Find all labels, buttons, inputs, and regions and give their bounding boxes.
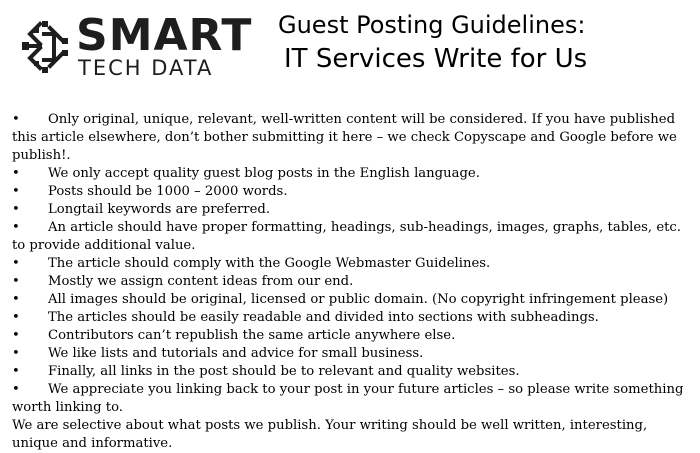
- guideline-text: The article should comply with the Google Webmaster Guidelines.: [48, 256, 491, 271]
- bullet-icon: •: [12, 364, 20, 379]
- guideline-text: We only accept quality guest blog posts in the English language.: [48, 166, 480, 181]
- guideline-item: [12, 381, 692, 417]
- logo-wordmark-smart: SMART: [76, 10, 253, 61]
- guidelines-content: [12, 111, 692, 453]
- guideline-text: Mostly we assign content ideas from our end.: [48, 274, 354, 289]
- guideline-text: Only original, unique, relevant, well-written content will be considered. If you have published this article elsewhere, don’t bother submitting it here – we check Copyscape and Google before we publish!.: [12, 112, 677, 163]
- bullet-icon: •: [12, 202, 20, 217]
- guideline-text: We appreciate you linking back to your post in your future articles – so please write something worth linking to.: [12, 382, 684, 415]
- bullet-icon: •: [12, 220, 20, 235]
- guideline-text: Contributors can’t republish the same article anywhere else.: [48, 328, 456, 343]
- guideline-item: [12, 345, 692, 363]
- circuit-logo-icon: [20, 20, 72, 74]
- guideline-item: [12, 201, 692, 219]
- bullet-icon: •: [12, 256, 20, 271]
- bullet-icon: •: [12, 328, 20, 343]
- page-title: Guest Posting Guidelines:: [278, 11, 586, 39]
- smart-tech-data-logo: [20, 10, 253, 80]
- guideline-item: [12, 309, 692, 327]
- guideline-text: Posts should be 1000 – 2000 words.: [48, 184, 288, 199]
- header: [0, 0, 700, 90]
- guideline-item: [12, 291, 692, 309]
- guidelines-list: [12, 111, 692, 417]
- guideline-item: [12, 273, 692, 291]
- guideline-item: [12, 165, 692, 183]
- guideline-item: [12, 183, 692, 201]
- logo-wordmark-tech-data: TECH DATA: [78, 56, 214, 80]
- bullet-icon: •: [12, 382, 20, 397]
- bullet-icon: •: [12, 292, 20, 307]
- guideline-text: Finally, all links in the post should be to relevant and quality websites.: [48, 364, 520, 379]
- closing-paragraph: We are selective about what posts we publish. Your writing should be well written, interesting, unique and informative.: [12, 418, 648, 451]
- guideline-item: [12, 363, 692, 381]
- guideline-item: [12, 255, 692, 273]
- bullet-icon: •: [12, 274, 20, 289]
- guideline-item: [12, 111, 692, 165]
- guideline-text: Longtail keywords are preferred.: [48, 202, 271, 217]
- bullet-icon: •: [12, 166, 20, 181]
- bullet-icon: •: [12, 112, 20, 127]
- bullet-icon: •: [12, 310, 20, 325]
- bullet-icon: •: [12, 184, 20, 199]
- guideline-text: We like lists and tutorials and advice for small business.: [48, 346, 424, 361]
- page-subtitle: IT Services Write for Us: [284, 44, 588, 74]
- guideline-item: [12, 327, 692, 345]
- guideline-text: The articles should be easily readable and divided into sections with subheadings.: [48, 310, 599, 325]
- guideline-item: [12, 219, 692, 255]
- guideline-text: All images should be original, licensed or public domain. (No copyright infringement please): [48, 292, 669, 307]
- guideline-text: An article should have proper formatting, headings, sub-headings, images, graphs, tables, etc. to provide additional value.: [12, 220, 681, 253]
- bullet-icon: •: [12, 346, 20, 361]
